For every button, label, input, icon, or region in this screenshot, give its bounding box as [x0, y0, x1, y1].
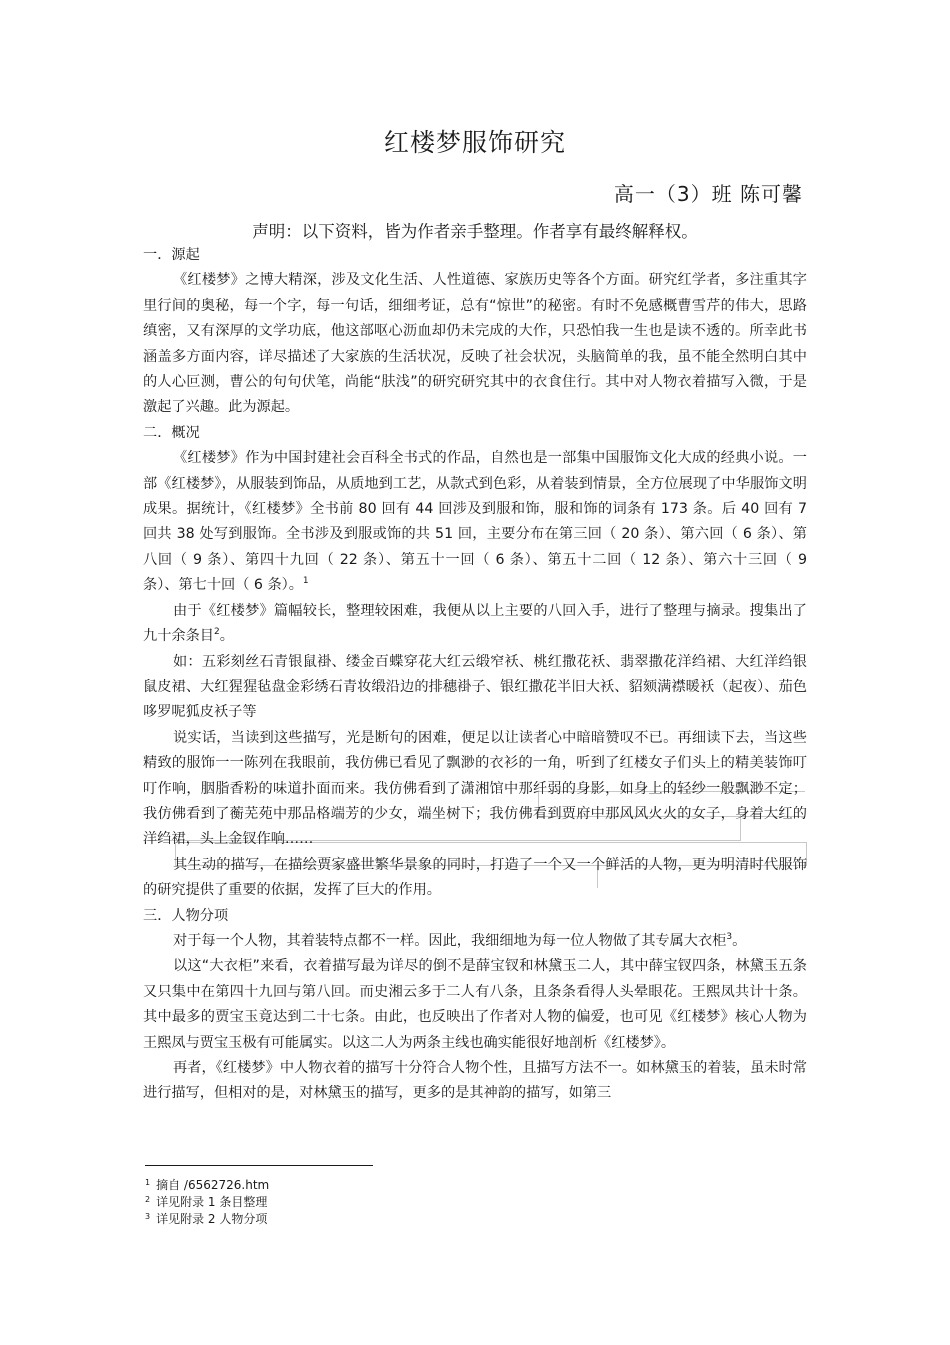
body-text: [143, 243, 807, 1107]
paragraph: [143, 446, 807, 598]
paragraph-text: 对于每一个人物，其着装特点都不一样。因此，我细细地为每一位人物做了其专属大衣柜: [173, 932, 727, 949]
footnotes: [145, 1177, 269, 1228]
paragraph-tail: 。: [732, 932, 747, 949]
paragraph: 《红楼梦》之博大精深，涉及文化生活、人性道德、家族历史等各个方面。研究红学者，多注重其字里行间的奥秘，每一个字，每一句话，细细考证，总有“惊世”的秘密。有时不免感概曹雪芹的伟大，思路缜密，又有深厚的文学功底，他这部呕心沥血却仍未完成的大作，只恐怕我一生也是读不透的。所幸此书涵盖多方面内容，详尽描述了大家族的生活状况，反映了社会状况，头脑简单的我，虽不能全然明白其中的人心叵测，曹公的句句伏笔，尚能“肤浅”的研究研究其中的衣食住行。其中对人物衣着描写入微，于是激起了兴趣。此为源起。: [143, 272, 807, 416]
footnote-number: 1: [145, 1178, 151, 1187]
footnote-number: 3: [145, 1212, 151, 1221]
paragraph: [143, 599, 807, 650]
section-heading: 二．概况: [143, 424, 200, 441]
document-title: 红楼梦服饰研究: [383, 128, 566, 157]
paragraph-text: 由于《红楼梦》篇幅较长，整理较困难，我便从以上主要的八回入手，进行了整理与摘录。搜集出了九十余条目: [143, 602, 807, 645]
paragraph: [143, 929, 807, 954]
footnote-text: 详见附录 2 人物分项: [156, 1212, 268, 1226]
footnote-number: 2: [145, 1195, 151, 1204]
footnote: [145, 1194, 269, 1211]
paragraph-tail: 。: [219, 628, 234, 645]
paragraph: 以这“大衣柜”来看，衣着描写最为详尽的倒不是薛宝钗和林黛玉二人，其中薛宝钗四条，林黛玉五条又只集中在第四十九回与第八回。而史湘云多于二人有八条，且条条看得人头晕眼花。王熙凤共计十条。其中最多的贾宝玉竟达到二十七条。由此，也反映出了作者对人物的偏爱，也可见《红楼梦》核心人物为王熙凤与贾宝玉极有可能属实。以这二人为两条主线也确实能很好地剖析《红楼梦》。: [143, 958, 807, 1051]
footnote: [145, 1177, 269, 1194]
paragraph-text: 《红楼梦》作为中国封建社会百科全书式的作品，自然也是一部集中国服饰文化大成的经典小说。一部《红楼梦》，从服装到饰品，从质地到工艺，从款式到色彩，从着装到情景，全方位展现了中华服饰文明成果。据统计，《红楼梦》全书前 80 回有 44 回涉及到服和饰，服和饰的词条有 173 条。后 40 回有 7 回共 38 处写到服饰。全书涉及到服或饰的共 51 回，主要分布在第三回（ 20 条）、第六回（ 6 条）、第八回（ 9 条）、第四十九回（ 22 条）、第五十一回（ 6 条）、第五十二回（ 12 条）、第六十三回（ 9 条）、第七十回（ 6 条）。: [143, 450, 807, 594]
paragraph: 说实话，当读到这些描写，光是断句的困难，便足以让读者心中暗暗赞叹不已。再细读下去，当这些精致的服饰一一陈列在我眼前，我仿佛已看见了飘渺的衣衫的一角，听到了红楼女子们头上的精美装饰叮叮作响，胭脂香粉的味道扑面而来。我仿佛看到了潇湘馆中那纤弱的身影，如身上的轻纱一般飘渺不定；我仿佛看到了蘅芜苑中那品格端芳的少女，端坐树下；我仿佛看到贾府中那风风火火的女子，身着大红的洋绉裙，头上金钗作响……: [143, 729, 807, 848]
footnote-text: 详见附录 1 条目整理: [156, 1195, 268, 1209]
footnote-ref: 1: [302, 576, 309, 587]
section-heading: 一．源起: [143, 247, 200, 263]
paragraph: 其生动的描写，在描绘贾家盛世繁华景象的同时，打造了一个又一个鲜活的人物，更为明清时代服饰的研究提供了重要的依据，发挥了巨大的作用。: [143, 856, 807, 899]
footnote-text: 摘自 /6562726.htm: [156, 1178, 270, 1192]
statement: 声明：以下资料，皆为作者亲手整理。作者享有最终解释权。: [252, 222, 698, 241]
paragraph: 如：五彩刻丝石青银鼠褂、缕金百蝶穿花大红云缎窄袄、桃红撒花袄、翡翠撒花洋绉裙、大红洋绉银鼠皮裙、大红猩猩毡盘金彩绣石青妆缎沿边的排穗褂子、银红撒花半旧大袄、貂颏满襟暖袄（起夜）、茄色哆罗呢狐皮袄子等: [143, 653, 807, 721]
section-heading: 三．人物分项: [143, 907, 229, 924]
paragraph: 再者，《红楼梦》中人物衣着的描写十分符合人物个性，且描写方法不一。如林黛玉的着装，虽未时常进行描写，但相对的是，对林黛玉的描写，更多的是其神韵的描写，如第三: [143, 1060, 807, 1102]
footnote-ref: 2: [213, 627, 220, 638]
author-line: 高一（3）班 陈可馨: [613, 182, 803, 206]
footnote-separator: [145, 1165, 373, 1166]
footnote: [145, 1211, 269, 1228]
footnote-ref: 3: [726, 931, 733, 942]
